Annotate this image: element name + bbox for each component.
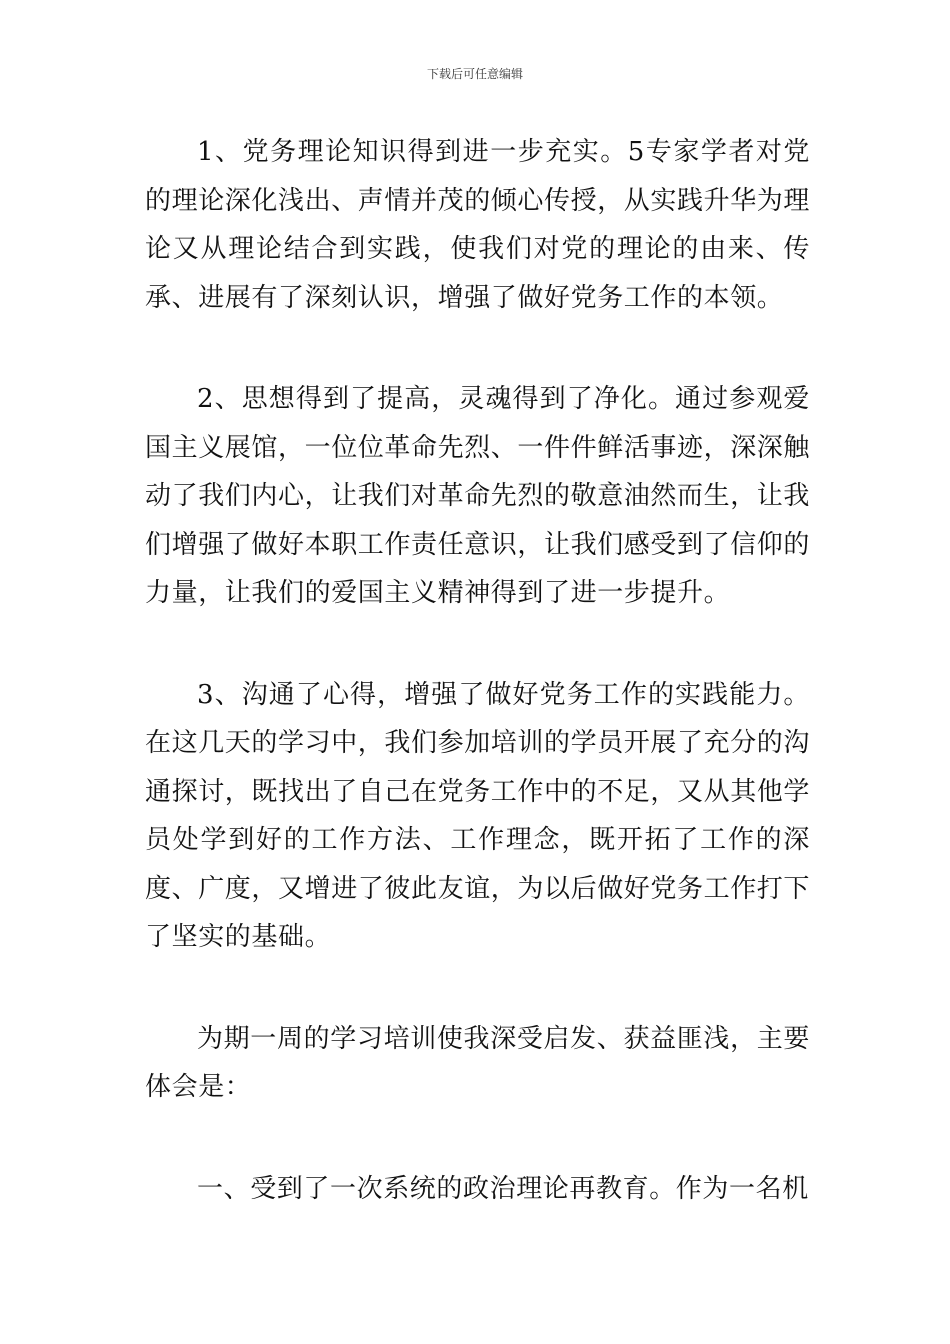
paragraph-4: 为期一周的学习培训使我深受启发、获益匪浅，主要体会是： bbox=[145, 1023, 810, 1102]
paragraph-1: 1、党务理论知识得到进一步充实。5专家学者对党的理论深化浅出、声情并茂的倾心传授，从实践升华为理论又从理论结合到实践，使我们对党的理论的由来、传承、进展有了深刻认识，增强了做好党务工作的本领。 bbox=[145, 137, 811, 313]
page-header-note: 下载后可任意编辑 bbox=[426, 67, 523, 81]
document-body bbox=[145, 128, 810, 1213]
paragraph-3: 3、沟通了心得，增强了做好党务工作的实践能力。在这几天的学习中，我们参加培训的学员开展了充分的沟通探讨，既找出了自己在党务工作中的不足，又从其他学员处学到好的工作方法、工作理念，既开拓了工作的深度、广度，又增进了彼此友谊，为以后做好党务工作打下了坚实的基础。 bbox=[145, 679, 811, 952]
paragraph-2: 2、思想得到了提高，灵魂得到了净化。通过参观爱国主义展馆，一位位革命先烈、一件件鲜活事迹，深深触动了我们内心，让我们对革命先烈的敬意油然而生，让我们增强了做好本职工作责任意识，让我们感受到了信仰的力量，让我们的爱国主义精神得到了进一步提升。 bbox=[145, 384, 811, 608]
paragraph-5: 一、受到了一次系统的政治理论再教育。作为一名机 bbox=[197, 1173, 809, 1204]
